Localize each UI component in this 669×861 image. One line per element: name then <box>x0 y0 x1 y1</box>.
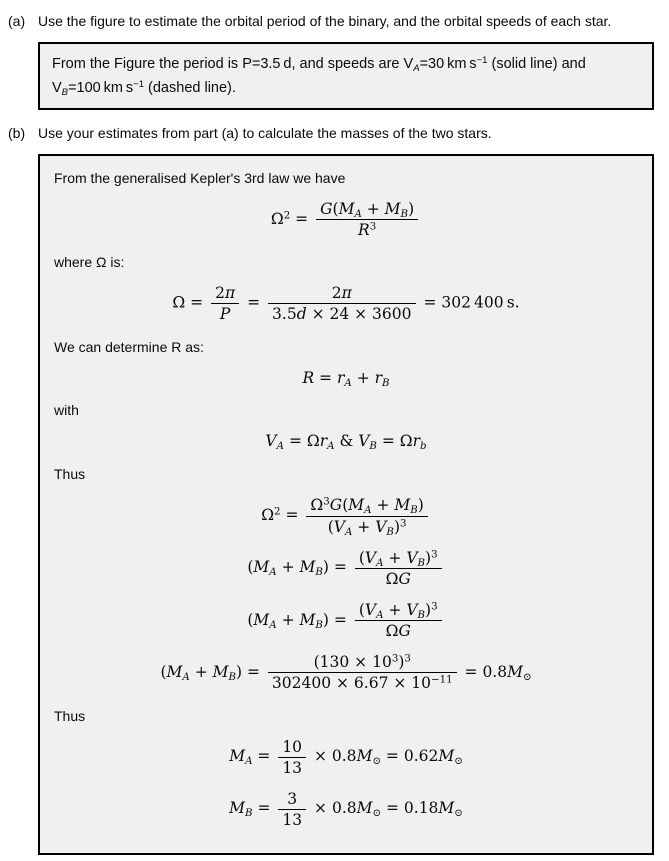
part-a-answer-text: From the Figure the period is P=3.5 d, and speeds are $V_A=30$ km $s^{-1}$ (solid line) and $V_B=100$ km $s^{-1}$ (dashed line). <box>52 54 586 98</box>
solution-with-line: with <box>54 402 79 419</box>
equation-mass-sum-2 <box>54 600 638 641</box>
eq-mass-b-result: × $0.8M_⊙ = 0.18M_⊙$ <box>314 799 463 820</box>
eq-omega-denominator-1: P <box>211 303 239 324</box>
eq-omega-numerator-1: 2π <box>215 284 236 303</box>
eq-omega-numerator-2: 2π <box>331 284 352 303</box>
part-b-solution-box <box>38 154 654 855</box>
eq-mass-numeric-denominator: $302400 \times 6.67 \times 10^{-11}$ <box>268 672 457 693</box>
part-b-label: (b) <box>8 125 26 141</box>
eq-mass-sum-1-numerator: $(V_A + V_B)^3$ <box>358 548 438 569</box>
fraction <box>278 789 306 830</box>
solution-radius-line: We can determine R as: <box>54 338 204 355</box>
equation-omega <box>54 283 638 324</box>
eq-mass-b-lhs: $M_B$ = <box>229 799 271 820</box>
fraction <box>316 199 418 240</box>
fraction <box>211 283 239 324</box>
eq-mass-sum-2-denominator: ΩG <box>355 620 442 641</box>
part-b-question: Use your estimates from part (a) to calculate the masses of the two stars. <box>38 125 492 141</box>
eq-omega-equals: = <box>247 293 261 312</box>
eq-omega-lhs: Ω = <box>172 293 204 312</box>
fraction <box>268 283 415 324</box>
fraction <box>268 652 457 693</box>
solution-thus-line-2: Thus <box>54 707 86 724</box>
equation-mass-b <box>54 789 638 830</box>
eq-mass-a-numerator: 10 <box>282 737 303 756</box>
equation-omega-cubed <box>54 495 638 536</box>
eq-mass-b-numerator: 3 <box>287 789 298 808</box>
eq-omega-cubed-numerator: $\Omega^3G(M_A + M_B)$ <box>310 496 424 517</box>
solution-thus-line-1: Thus <box>54 466 86 483</box>
eq-mass-a-denominator: 13 <box>278 757 306 778</box>
eq-omega-result: = 302 400 s. <box>423 293 520 312</box>
equation-velocities <box>54 431 638 452</box>
eq-mass-sum-1-denominator: ΩG <box>355 568 442 589</box>
eq-mass-numeric-result: = $0.8M_⊙$ <box>464 662 532 683</box>
equation-mass-a <box>54 737 638 778</box>
eq-mass-sum-2-numerator: $(V_A + V_B)^3$ <box>358 600 438 622</box>
part-a-body <box>38 10 654 110</box>
part-a-label: (a) <box>8 13 26 29</box>
eq-omega-cubed-denominator: $(V_A + V_B)^3$ <box>306 516 427 537</box>
eq-mass-a-lhs: $M_A$ = <box>229 747 271 768</box>
part-a-answer-box <box>38 42 654 110</box>
fraction <box>355 548 442 589</box>
fraction <box>306 495 427 536</box>
eq-omega-denominator-2: 3.5d × 24 × 3600 <box>268 303 415 324</box>
part-a-question: Use the figure to estimate the orbital period of the binary, and the orbital speeds of each star. <box>38 13 612 29</box>
eq-mass-sum-2-lhs: $(M_A + M_B)$ = <box>247 610 347 631</box>
part-b-body <box>38 122 654 855</box>
problem-part-b <box>8 122 654 855</box>
fraction <box>278 737 306 778</box>
equation-mass-sum-1 <box>54 548 638 589</box>
eq-omega-cubed-lhs: $\Omega^2$ = <box>261 506 299 525</box>
fraction <box>355 600 442 641</box>
equation-mass-numeric <box>54 652 638 693</box>
eq-kepler-denominator: $R^3$ <box>316 219 418 240</box>
problem-part-a <box>8 10 654 110</box>
eq-mass-sum-1-lhs: $(M_A + M_B)$ = <box>247 558 347 579</box>
equation-radius <box>54 368 638 389</box>
eq-mass-numeric-lhs: $(M_A + M_B)$ = <box>160 662 260 683</box>
eq-mass-numeric-numerator: $(130 \times 10^3)^3$ <box>313 653 411 672</box>
eq-mass-b-denominator: 13 <box>278 809 306 830</box>
eq-kepler-lhs: $\Omega^2$ = <box>270 209 309 228</box>
equation-kepler-law <box>54 199 638 240</box>
solution-intro: From the generalised Kepler's 3rd law we have <box>54 170 346 186</box>
eq-kepler-numerator: $G(M_A + M_B)$ <box>320 200 415 221</box>
eq-radius-body: $R = r_A + r_B$ <box>302 368 390 389</box>
eq-velocities-body: $V_A = \Omega r_A$ & $V_B = \Omega r_b$ <box>265 432 427 453</box>
eq-mass-a-result: × $0.8M_⊙ = 0.62M_⊙$ <box>313 747 463 768</box>
solution-where-line: where Ω is: <box>54 254 125 271</box>
